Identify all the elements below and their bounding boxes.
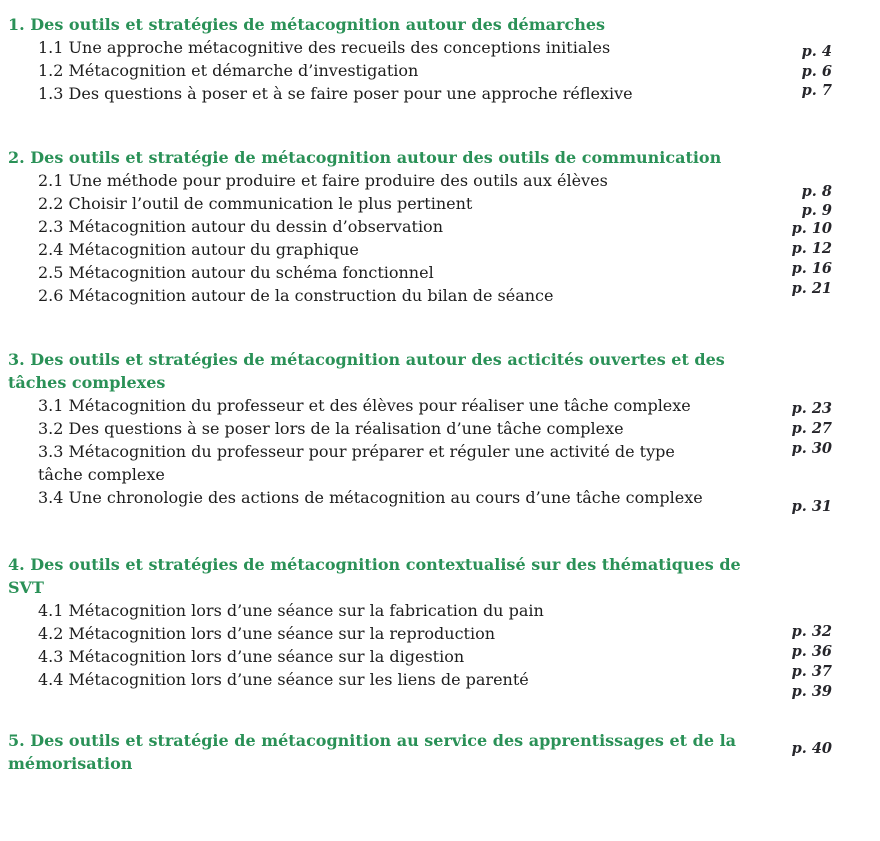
page-ref-p36: p. 36 (791, 643, 832, 660)
page-ref-p16: p. 16 (791, 260, 832, 277)
toc-entry-2-3: 2.3 Métacognition autour du dessin d’observation (38, 217, 443, 236)
toc-section-3 (8, 348, 880, 509)
section-5-heading-line-2: mémorisation (8, 754, 133, 773)
page-ref-p39: p. 39 (791, 683, 832, 700)
toc-entry-4-4: 4.4 Métacognition lors d’une séance sur les liens de parenté (38, 670, 529, 689)
toc-entry-4-2: 4.2 Métacognition lors d’une séance sur la reproduction (38, 624, 496, 643)
section-5-heading-line-1: 5. Des outils et stratégie de métacognition au service des apprentissages et de la (8, 731, 737, 750)
toc-entry-2-1: 2.1 Une méthode pour produire et faire produire des outils aux élèves (38, 171, 608, 190)
section-4-heading-line-2: SVT (8, 578, 44, 597)
page-ref-p21: p. 21 (791, 280, 832, 297)
toc-section-4 (8, 553, 880, 691)
section-2-heading: 2. Des outils et stratégie de métacognition autour des outils de communication (8, 148, 722, 167)
toc-section-2 (8, 146, 880, 307)
toc-section-5 (8, 729, 880, 775)
page-ref-p40: p. 40 (791, 740, 832, 757)
page-ref-p4: p. 4 (801, 43, 832, 60)
toc-entry-1-3: 1.3 Des questions à poser et à se faire poser pour une approche réflexive (38, 84, 633, 103)
toc-entry-1-2: 1.2 Métacognition et démarche d’investigation (38, 61, 419, 80)
toc-entry-2-6: 2.6 Métacognition autour de la construction du bilan de séance (38, 286, 554, 305)
section-3-heading-line-1: 3. Des outils et stratégies de métacognition autour des acticités ouvertes et des (8, 350, 725, 369)
toc-entry-1-1: 1.1 Une approche métacognitive des recueils des conceptions initiales (38, 38, 611, 57)
section-4-heading-line-1: 4. Des outils et stratégies de métacognition contextualisé sur des thématiques de (8, 555, 741, 574)
page-ref-p31: p. 31 (791, 498, 832, 515)
page-ref-p8: p. 8 (801, 183, 832, 200)
toc-entry-2-5: 2.5 Métacognition autour du schéma fonctionnel (38, 263, 434, 282)
page-ref-p30: p. 30 (791, 440, 832, 457)
toc-entry-4-1: 4.1 Métacognition lors d’une séance sur la fabrication du pain (38, 601, 544, 620)
page-ref-p7: p. 7 (801, 82, 832, 99)
section-1-heading: 1. Des outils et stratégies de métacognition autour des démarches (8, 15, 606, 34)
toc-entry-2-4: 2.4 Métacognition autour du graphique (38, 240, 359, 259)
toc-entry-3-3-line-2: tâche complexe (38, 465, 165, 484)
section-3-heading-line-2: tâches complexes (8, 373, 166, 392)
toc-entry-2-2: 2.2 Choisir l’outil de communication le plus pertinent (38, 194, 473, 213)
toc-section-1 (8, 13, 880, 105)
toc-entry-3-2: 3.2 Des questions à se poser lors de la réalisation d’une tâche complexe (38, 419, 624, 438)
toc-entry-4-3: 4.3 Métacognition lors d’une séance sur la digestion (38, 647, 465, 666)
page-ref-p32: p. 32 (791, 623, 832, 640)
page-ref-p23: p. 23 (791, 400, 832, 417)
page-ref-p6: p. 6 (801, 63, 832, 80)
page-ref-p10: p. 10 (791, 220, 832, 237)
toc-entry-3-4: 3.4 Une chronologie des actions de métacognition au cours d’une tâche complexe (38, 488, 703, 507)
page-ref-p37: p. 37 (791, 663, 832, 680)
page-ref-p27: p. 27 (791, 420, 832, 437)
toc-entry-3-3-line-1: 3.3 Métacognition du professeur pour préparer et réguler une activité de type (38, 442, 675, 461)
page-ref-p12: p. 12 (791, 240, 832, 257)
toc-entry-3-1: 3.1 Métacognition du professeur et des élèves pour réaliser une tâche complexe (38, 396, 691, 415)
page-ref-p9: p. 9 (801, 202, 832, 219)
